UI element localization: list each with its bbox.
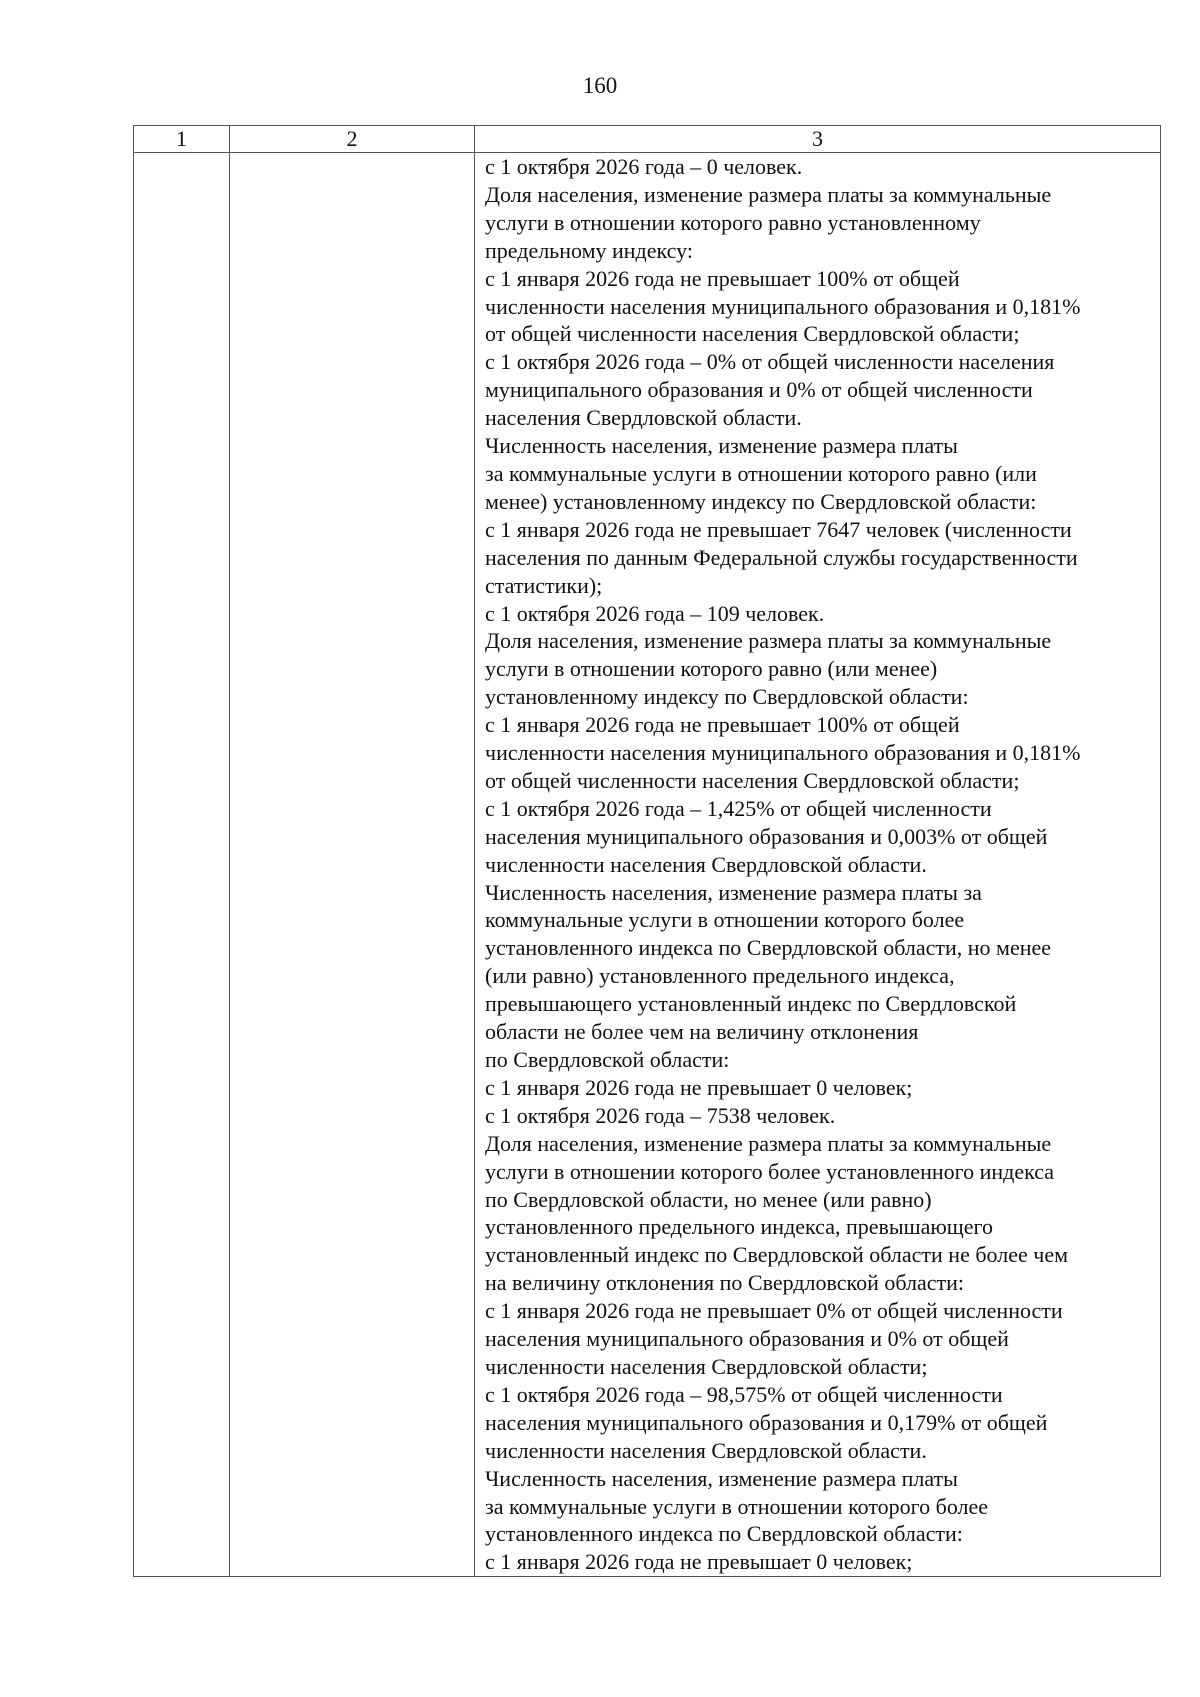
text-line: предельному индексу: xyxy=(485,237,693,263)
text-line: численности населения Свердловской области. xyxy=(485,1437,927,1463)
text-line: менее) установленному индексу по Свердловской области: xyxy=(485,488,1037,514)
text-line: за коммунальные услуги в отношении которого более xyxy=(485,1493,989,1519)
text-line: с 1 октября 2026 года – 0 человек. xyxy=(485,154,803,179)
text-line: услуги в отношении которого равно установленному xyxy=(485,209,981,235)
text-line: с 1 января 2026 года не превышает 0 человек; xyxy=(485,1074,913,1100)
text-line: с 1 октября 2026 года – 98,575% от общей численности xyxy=(485,1381,1003,1407)
text-line: от общей численности населения Свердловской области; xyxy=(485,321,1020,347)
text-line: превышающего установленный индекс по Свердловской xyxy=(485,991,1017,1017)
text-line: установленному индексу по Свердловской области: xyxy=(485,684,969,710)
text-line: с 1 октября 2026 года – 7538 человек. xyxy=(485,1102,836,1128)
column-3-text xyxy=(475,153,1160,1576)
text-line: услуги в отношении которого равно (или менее) xyxy=(485,656,938,682)
text-line: с 1 октября 2026 года – 109 человек. xyxy=(485,600,825,626)
text-line: с 1 января 2026 года не превышает 100% от общей xyxy=(485,712,960,738)
cell-column-1 xyxy=(134,153,230,1577)
text-line: численности населения Свердловской области; xyxy=(485,1353,928,1379)
text-line: по Свердловской области, но менее (или равно) xyxy=(485,1186,932,1212)
text-line: Доля населения, изменение размера платы за коммунальные xyxy=(485,628,1052,654)
text-line: от общей численности населения Свердловской области; xyxy=(485,767,1020,793)
cell-column-2 xyxy=(230,153,475,1577)
text-line: муниципального образования и 0% от общей численности xyxy=(485,377,1033,403)
text-line: населения муниципального образования и 0,003% от общей xyxy=(485,823,1048,849)
text-line: численности населения муниципального образования и 0,181% xyxy=(485,740,1081,766)
data-table xyxy=(133,125,1161,1577)
text-line: установленного индекса по Свердловской области, но менее xyxy=(485,935,1052,961)
text-line: с 1 января 2026 года не превышает 0 человек; xyxy=(485,1549,913,1575)
header-cell-2: 2 xyxy=(230,126,475,153)
text-line: населения муниципального образования и 0,179% от общей xyxy=(485,1409,1048,1435)
table-header-row xyxy=(134,126,1161,153)
text-line: установленного предельного индекса, превышающего xyxy=(485,1214,993,1240)
text-line: Доля населения, изменение размера платы за коммунальные xyxy=(485,1130,1052,1156)
text-line: численности населения муниципального образования и 0,181% xyxy=(485,293,1081,319)
text-line: на величину отклонения по Свердловской области: xyxy=(485,1270,964,1296)
table-row xyxy=(134,153,1161,1577)
text-line: Численность населения, изменение размера платы xyxy=(485,433,958,459)
text-line: коммунальные услуги в отношении которого более xyxy=(485,907,965,933)
text-line: населения муниципального образования и 0% от общей xyxy=(485,1326,1009,1352)
text-line: области не более чем на величину отклонения xyxy=(485,1019,919,1045)
text-line: Численность населения, изменение размера платы xyxy=(485,1465,958,1491)
page-number: 160 xyxy=(582,73,618,98)
text-line: с 1 января 2026 года не превышает 7647 человек (численности xyxy=(485,516,1072,542)
text-line: населения Свердловской области. xyxy=(485,405,802,431)
text-line: численности населения Свердловской области. xyxy=(485,851,927,877)
text-line: за коммунальные услуги в отношении которого равно (или xyxy=(485,460,1037,486)
text-line: услуги в отношении которого более установленного индекса xyxy=(485,1158,1055,1184)
text-line: Доля населения, изменение размера платы за коммунальные xyxy=(485,181,1052,207)
text-line: с 1 октября 2026 года – 1,425% от общей численности xyxy=(485,795,992,821)
cell-column-3 xyxy=(475,153,1161,1577)
text-line: с 1 октября 2026 года – 0% от общей численности населения xyxy=(485,349,1055,375)
header-cell-1: 1 xyxy=(134,126,230,153)
text-line: установленного индекса по Свердловской области: xyxy=(485,1521,963,1547)
text-line: с 1 января 2026 года не превышает 100% от общей xyxy=(485,265,960,291)
text-line: населения по данным Федеральной службы государственности xyxy=(485,544,1078,570)
text-line: Численность населения, изменение размера платы за xyxy=(485,879,982,905)
header-cell-3: 3 xyxy=(475,126,1161,153)
text-line: (или равно) установленного предельного индекса, xyxy=(485,963,955,989)
text-line: установленный индекс по Свердловской области не более чем xyxy=(485,1242,1068,1268)
text-line: статистики); xyxy=(485,572,603,598)
text-line: по Свердловской области: xyxy=(485,1047,730,1072)
text-line: с 1 января 2026 года не превышает 0% от общей численности xyxy=(485,1298,1063,1324)
